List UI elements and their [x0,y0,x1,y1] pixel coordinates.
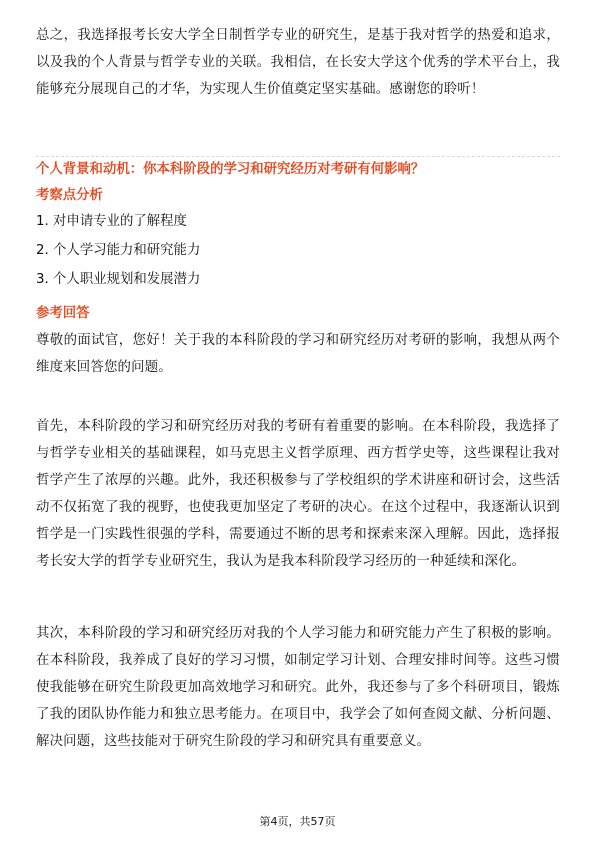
analysis-item: 2. 个人学习能力和研究能力 [36,243,201,258]
analysis-heading: 考察点分析 [36,188,103,203]
answer-intro-paragraph: 尊敬的面试官，您好！关于我的本科阶段的学习和研究经历对考研的影响，我想从两个维度来回答您的问题。 [36,333,560,375]
answer-paragraph: 其次，本科阶段的学习和研究经历对我的个人学习能力和研究能力产生了积极的影响。在本科阶段，我养成了良好的学习习惯，如制定学习计划、合理安排时间等。这些习惯使我能够在研究生阶段更加高效地学习和研究。此外，我还参与了多个科研项目，锻炼了我的团队协作能力和独立思考能力。在项目中，我学会了如何查阅文献、分析问题、解决问题，这些技能对于研究生阶段的学习和研究具有重要意义。 [36,626,560,749]
question-divider [36,156,560,157]
analysis-item: 3. 个人职业规划和发展潜力 [36,272,201,287]
page-number-footer: 第4页，共57页 [259,815,336,828]
interview-question: 个人背景和动机：你本科阶段的学习和研究经历对考研有何影响？ [36,162,425,177]
analysis-item: 1. 对申请专业的了解程度 [36,214,187,229]
previous-answer-conclusion: 总之，我选择报考长安大学全日制哲学专业的研究生，是基于我对哲学的热爱和追求，以及我的个人背景与哲学专业的关联。我相信，在长安大学这个优秀的学术平台上，我能够充分展现自己的才华，为实现人生价值奠定坚实基础。感谢您的聆听！ [36,28,560,97]
reference-answer-heading: 参考回答 [36,306,90,321]
answer-paragraph: 首先，本科阶段的学习和研究经历对我的考研有着重要的影响。在本科阶段，我选择了与哲学专业相关的基础课程，如马克思主义哲学原理、西方哲学史等，这些课程让我对哲学产生了浓厚的兴趣。此外，我还积极参与了学校组织的学术讲座和研讨会，这些活动不仅拓宽了我的视野，也使我更加坚定了考研的决心。在这个过程中，我逐渐认识到哲学是一门实践性很强的学科，需要通过不断的思考和探索来深入理解。因此，选择报考长安大学的哲学专业研究生，我认为是我本科阶段学习经历的一种延续和深化。 [36,419,560,569]
